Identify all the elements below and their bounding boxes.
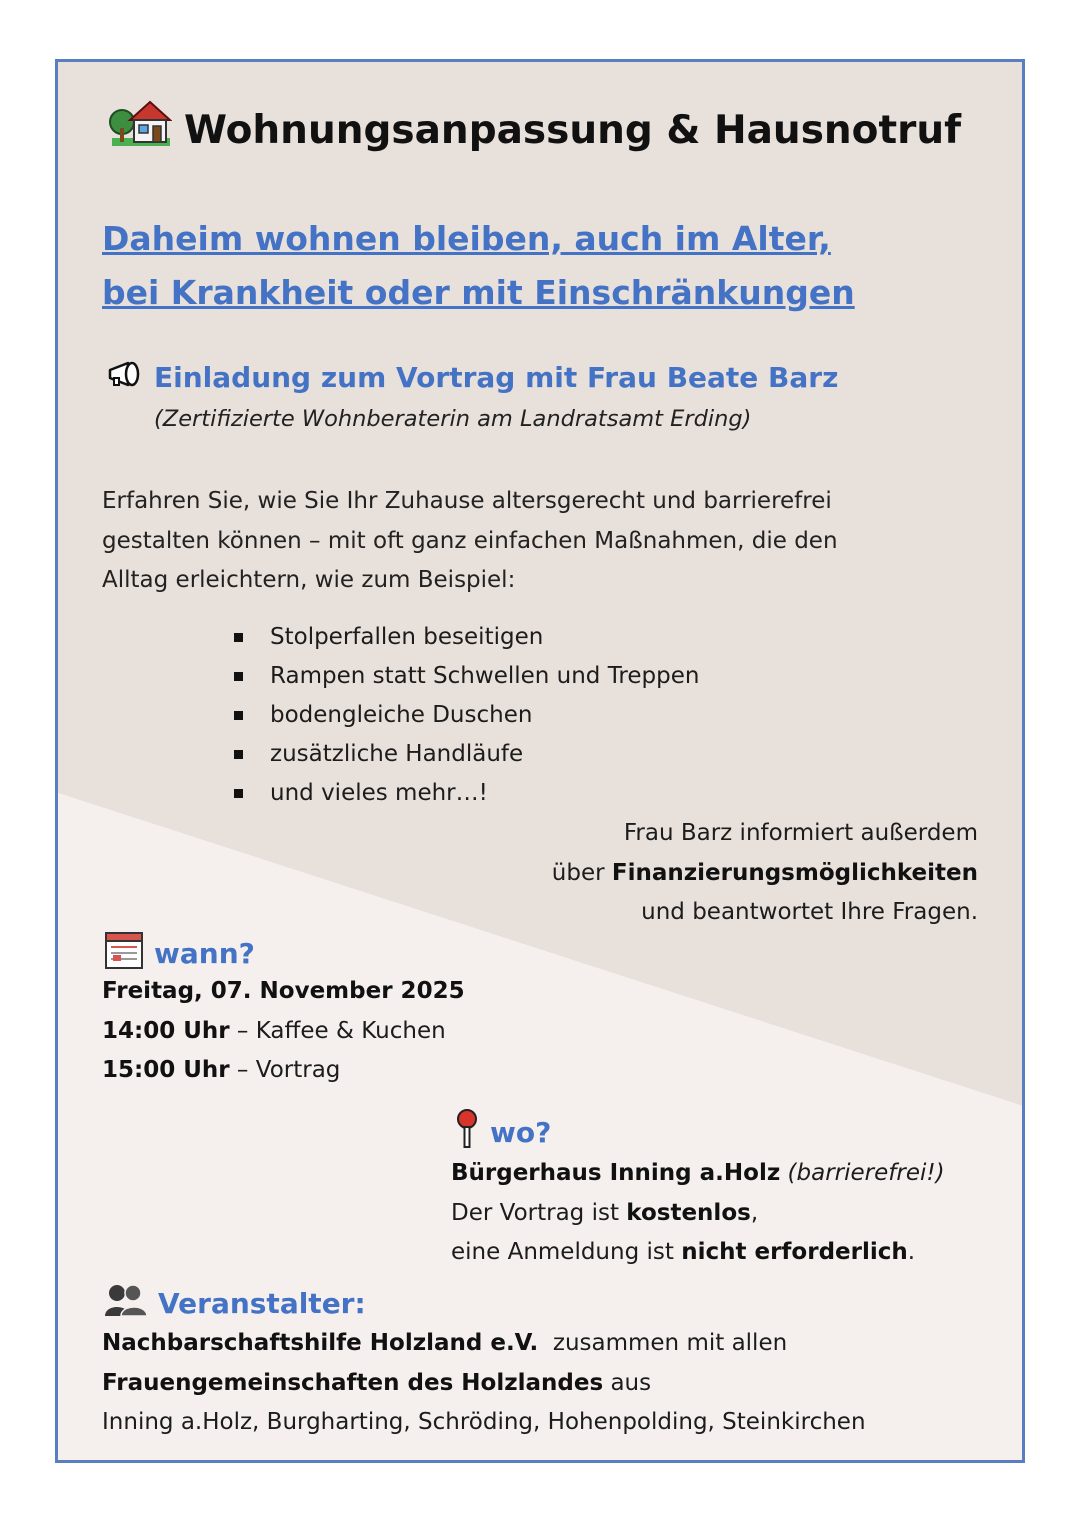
finance-info — [552, 814, 978, 933]
finance-line-2 — [552, 854, 978, 894]
registration-info — [451, 1233, 945, 1273]
finance-bold: Finanzierungsmöglichkeiten — [611, 859, 978, 886]
organizer-line-2 — [102, 1364, 866, 1404]
when-heading — [104, 930, 255, 977]
intro-line-2: gestalten können – mit oft ganz einfachen Maßnahmen, die den — [102, 527, 838, 554]
partner-suffix: aus — [603, 1369, 652, 1396]
partner-name: Frauengemeinschaften des Holzlandes — [102, 1369, 604, 1396]
megaphone-icon — [106, 360, 144, 395]
organizer-line-1 — [102, 1324, 866, 1364]
cost-info — [451, 1194, 945, 1234]
event-time-1 — [102, 1012, 465, 1052]
page-title — [108, 96, 961, 164]
venue-name: Bürgerhaus Inning a.Holz — [451, 1160, 781, 1186]
cost-suffix: , — [750, 1199, 759, 1226]
venue-note: (barrierefrei!) — [780, 1160, 945, 1186]
cost-bold: kostenlos — [626, 1199, 751, 1226]
intro-paragraph — [102, 482, 982, 601]
organizer-places: Inning a.Holz, Burgharting, Schröding, Hohenpolding, Steinkirchen — [102, 1409, 866, 1435]
intro-line-1: Erfahren Sie, wie Sie Ihr Zuhause altersgerecht und barrierefrei — [102, 488, 832, 514]
list-item: Stolperfallen beseitigen — [228, 618, 699, 657]
example-list — [228, 618, 699, 813]
organizer-suffix: zusammen mit allen — [538, 1330, 788, 1356]
subtitle — [102, 212, 855, 320]
event-date-text: Freitag, 07. November 2025 — [102, 978, 465, 1004]
subtitle-line-1: Daheim wohnen bleiben, auch im Alter, — [102, 219, 831, 258]
invite-heading-text: Einladung zum Vortrag mit Frau Beate Barz — [154, 361, 839, 394]
where-heading-text: wo? — [490, 1116, 552, 1149]
organizer-name: Nachbarschaftshilfe Holzland e.V. — [102, 1330, 539, 1356]
subtitle-line-2: bei Krankheit oder mit Einschränkungen — [102, 273, 855, 312]
organizer-heading — [104, 1282, 366, 1325]
event-date — [102, 972, 465, 1012]
reg-suffix: . — [907, 1239, 916, 1265]
finance-line-1: Frau Barz informiert außerdem — [623, 820, 978, 846]
house-icon — [108, 96, 172, 164]
time-1: 14:00 Uhr — [102, 1017, 230, 1044]
venue — [451, 1154, 945, 1194]
time-2: 15:00 Uhr — [102, 1057, 230, 1083]
when-details — [102, 972, 465, 1091]
invite-subheading: (Zertifizierte Wohnberaterin am Landratsamt Erding) — [154, 406, 752, 432]
reg-prefix: eine Anmeldung ist — [451, 1239, 682, 1265]
list-item: zusätzliche Handläufe — [228, 735, 699, 774]
list-item: und vieles mehr…! — [228, 774, 699, 813]
when-heading-text: wann? — [154, 937, 255, 970]
invite-heading — [106, 360, 838, 395]
calendar-icon — [104, 930, 144, 977]
time-2-desc: – Vortrag — [229, 1057, 341, 1083]
cost-prefix: Der Vortrag ist — [451, 1199, 627, 1226]
flyer-frame — [55, 59, 1025, 1463]
finance-line-3: und beantwortet Ihre Fragen. — [641, 899, 978, 925]
event-time-2 — [102, 1051, 465, 1091]
people-icon — [104, 1282, 148, 1325]
where-details — [451, 1154, 945, 1273]
finance-prefix: über — [551, 859, 612, 886]
pin-icon — [454, 1108, 480, 1157]
organizer-details — [102, 1324, 866, 1443]
intro-line-3: Alltag erleichtern, wie zum Beispiel: — [102, 567, 516, 593]
where-heading — [454, 1108, 551, 1157]
organizer-heading-text: Veranstalter: — [158, 1287, 366, 1320]
list-item: Rampen statt Schwellen und Treppen — [228, 657, 699, 696]
title-text: Wohnungsanpassung & Hausnotruf — [184, 107, 962, 153]
time-1-desc: – Kaffee & Kuchen — [229, 1017, 446, 1044]
list-item: bodengleiche Duschen — [228, 696, 699, 735]
reg-bold: nicht erforderlich — [681, 1239, 908, 1265]
